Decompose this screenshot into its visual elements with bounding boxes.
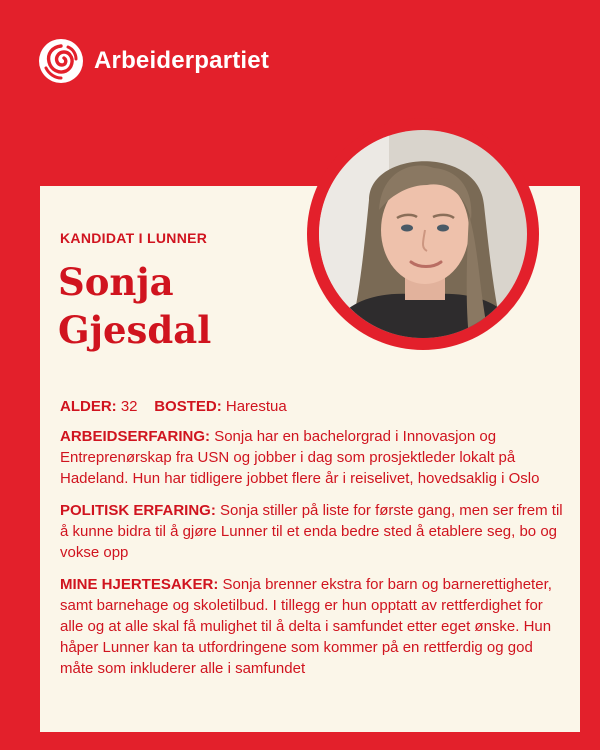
political-label: POLITISK ERFARING: [60, 502, 216, 519]
political-experience [60, 500, 565, 563]
candidate-photo-frame [307, 118, 539, 350]
heart-causes [60, 574, 565, 679]
brand-logo [38, 38, 269, 84]
age-label: ALDER: [60, 398, 117, 415]
political-text: Sonja stiller på liste for første gang, men ser frem til å kunne bidra til å gjøre Lunner til et enda bedre sted å etablere seg, bo og vokse opp [60, 502, 563, 561]
work-experience [60, 426, 565, 489]
residence-value: Harestua [225, 398, 287, 415]
candidate-kicker: KANDIDAT I LUNNER [60, 230, 208, 246]
candidate-last-name: Gjesdal [58, 308, 212, 352]
age-value: 32 [120, 398, 138, 415]
causes-text: Sonja brenner ekstra for barn og barnerettigheter, samt barnehage og skoletilbud. I tillegg er hun opptatt av rettferdighet for alle og at alle skal få mulighet til å delta i samfundet etter eget ønske. Hun håper Lunner kan ta utfordringene som kommer på en rettferdig og god måte som inkluderer alle i samfundet [60, 576, 552, 677]
brand-name: Arbeiderpartiet [94, 47, 270, 74]
work-label: ARBEIDSERFARING: [60, 428, 211, 445]
residence-label: BOSTED: [154, 398, 222, 415]
rose-logo-icon [38, 38, 84, 84]
age-residence-row [60, 396, 565, 417]
candidate-photo [319, 130, 527, 338]
candidate-name [58, 258, 211, 354]
work-text: Sonja har en bachelorgrad i Innovasjon og Entreprenørskap fra USN og jobber i dag som prosjektleder lokalt på Hadeland. Hun har tidligere jobbet flere år i reiselivet, hovedsaklig i Oslo [60, 428, 540, 487]
candidate-portrait [319, 130, 527, 338]
candidate-first-name: Sonja [58, 260, 174, 304]
candidate-facts [60, 396, 565, 679]
causes-label: MINE HJERTESAKER: [60, 576, 219, 593]
